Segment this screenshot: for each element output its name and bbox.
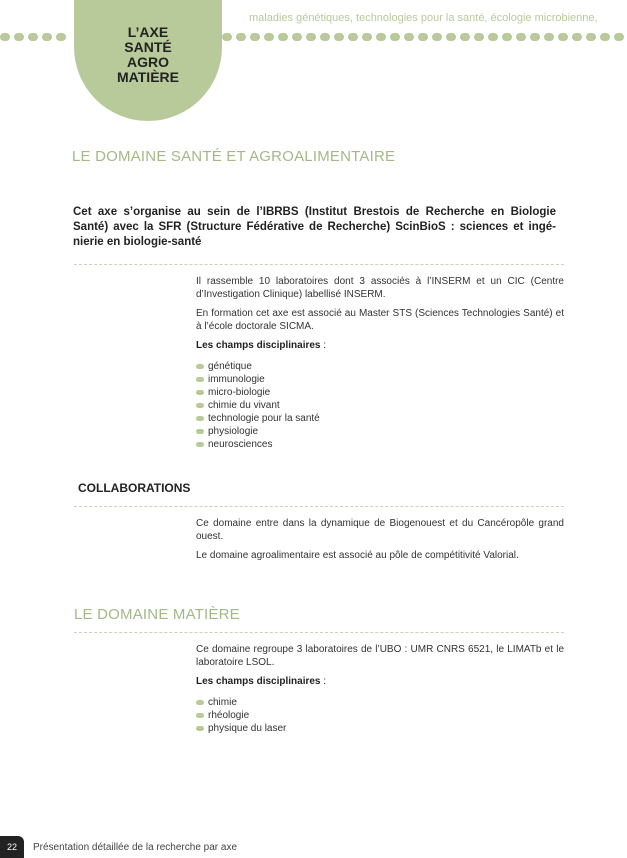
fields-heading bbox=[196, 340, 564, 353]
bullet-icon bbox=[196, 390, 204, 395]
decorative-dots-left bbox=[0, 31, 74, 43]
list-item-label: physique du laser bbox=[208, 722, 287, 734]
divider bbox=[74, 264, 564, 265]
bullet-icon bbox=[196, 442, 204, 447]
fields-list bbox=[196, 696, 564, 735]
fields-list bbox=[196, 360, 564, 451]
list-item-label: rhéologie bbox=[208, 709, 250, 721]
fields-colon: : bbox=[320, 340, 327, 351]
paragraph: Le domaine agroalimentaire est associé au pôle de compétitivité Valorial. bbox=[196, 550, 519, 561]
section-title-sante: LE DOMAINE SANTÉ ET AGROALIMENTAIRE bbox=[72, 148, 396, 165]
list-item-label: chimie bbox=[208, 696, 237, 708]
footer-text: Présentation détaillée de la recherche par axe bbox=[33, 842, 238, 853]
list-item-label: immunologie bbox=[208, 373, 265, 385]
list-item bbox=[196, 373, 564, 386]
axis-title-line: MATIÈRE bbox=[117, 69, 179, 85]
header-tagline: maladies génétiques, technologies pour la santé, écologie microbienne, bbox=[249, 12, 598, 24]
section-title-matiere: LE DOMAINE MATIÈRE bbox=[74, 606, 240, 623]
bullet-icon bbox=[196, 364, 204, 369]
fields-label: Les champs disciplinaires bbox=[196, 676, 321, 687]
list-item bbox=[196, 425, 564, 438]
paragraph: Ce domaine regroupe 3 laboratoires de l’UBO : UMR CNRS 6521, le LIMATb et le laboratoire LSOL. bbox=[196, 644, 564, 668]
bullet-icon bbox=[196, 429, 204, 434]
section-body-sante bbox=[196, 276, 564, 451]
list-item bbox=[196, 399, 564, 412]
section-body-matiere bbox=[196, 644, 564, 735]
list-item bbox=[196, 722, 564, 735]
page-number: 22 bbox=[0, 836, 24, 858]
list-item bbox=[196, 360, 564, 373]
collaborations-title: COLLABORATIONS bbox=[78, 481, 191, 495]
list-item bbox=[196, 709, 564, 722]
axis-title bbox=[74, 25, 222, 85]
section-intro: Cet axe s’organise au sein de l’IBRBS (Institut Brestois de Recherche en Biologie Santé) avec la SFR (Structure Fédérative de Recherche) ScinBioS : sciences et ingé-nierie en biologie-santé bbox=[73, 206, 556, 248]
list-item bbox=[196, 696, 564, 709]
divider bbox=[74, 506, 564, 507]
axis-title-line: L’AXE bbox=[127, 24, 169, 40]
fields-label: Les champs disciplinaires bbox=[196, 340, 321, 351]
bullet-icon bbox=[196, 726, 204, 731]
fields-heading bbox=[196, 676, 564, 689]
bullet-icon bbox=[196, 403, 204, 408]
list-item-label: génétique bbox=[208, 360, 252, 372]
axis-title-line: AGRO bbox=[127, 54, 169, 70]
collaborations-body bbox=[196, 518, 564, 570]
paragraph: En formation cet axe est associé au Master STS (Sciences Technologies Santé) et à l’école doctorale SICMA. bbox=[196, 308, 564, 332]
list-item-label: physiologie bbox=[208, 425, 259, 437]
bullet-icon bbox=[196, 377, 204, 382]
paragraph: Il rassemble 10 laboratoires dont 3 associés à l’INSERM et un CIC (Centre d’Investigation Clinique) labellisé INSERM. bbox=[196, 276, 564, 300]
bullet-icon bbox=[196, 700, 204, 705]
list-item-label: chimie du vivant bbox=[208, 399, 280, 411]
axis-title-line: SANTÉ bbox=[124, 39, 172, 55]
fields-colon: : bbox=[320, 676, 327, 687]
decorative-dots-right bbox=[222, 31, 627, 43]
list-item-label: neurosciences bbox=[208, 438, 273, 450]
list-item bbox=[196, 386, 564, 399]
list-item-label: micro-biologie bbox=[208, 386, 271, 398]
bullet-icon bbox=[196, 416, 204, 421]
paragraph: Ce domaine entre dans la dynamique de Biogenouest et du Cancéropôle grand ouest. bbox=[196, 518, 564, 542]
list-item-label: technologie pour la santé bbox=[208, 412, 320, 424]
bullet-icon bbox=[196, 713, 204, 718]
list-item bbox=[196, 438, 564, 451]
divider bbox=[74, 632, 564, 633]
list-item bbox=[196, 412, 564, 425]
